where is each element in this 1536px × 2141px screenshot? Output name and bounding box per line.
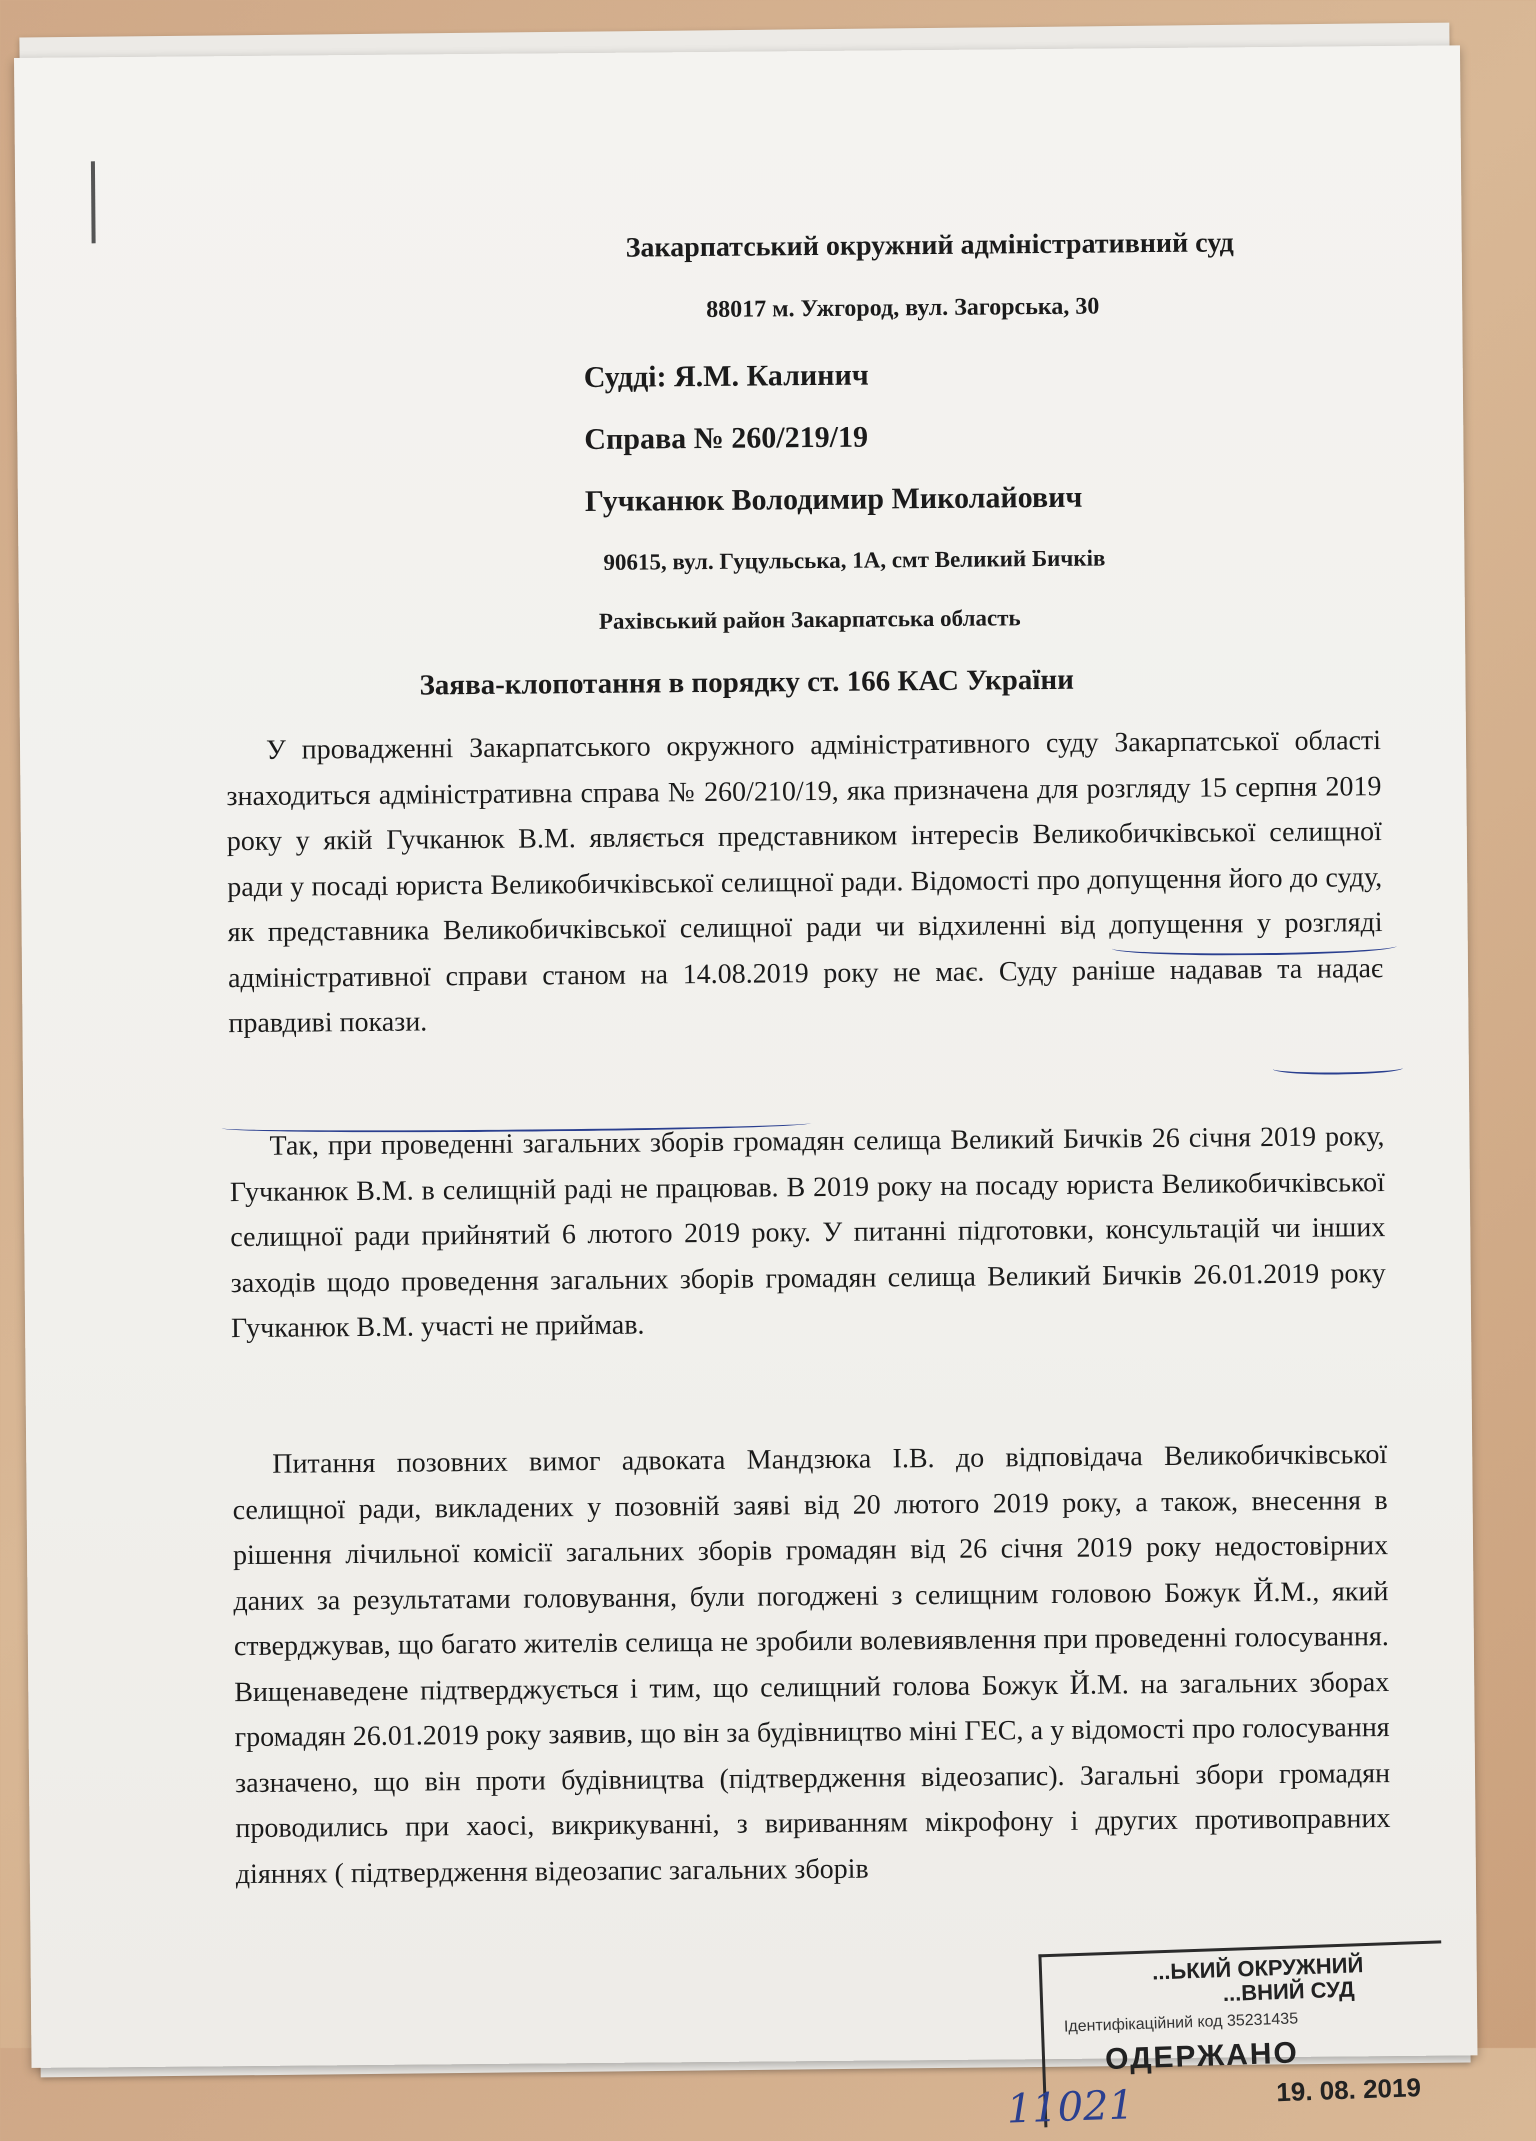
court-address: 88017 м. Ужгород, вул. Загорська, 30: [706, 293, 1100, 323]
pen-underline: [1273, 1062, 1403, 1075]
stamp-court-line: ...ЬКИЙ ОКРУЖНИЙ: [1151, 1952, 1364, 1985]
document-title: Заява-клопотання в порядку ст. 166 КАС України: [419, 663, 1074, 702]
judge-line: Судді: Я.М. Калинич: [583, 358, 869, 395]
court-received-stamp: [1005, 1940, 1447, 2133]
paragraph-2: Так, при проведенні загальних зборів громадян селища Великий Бичків 26 січня 2019 року, Гучканюк В.М. в селищній раді не працював. В 2019 року на посаду юриста Великобичківської селищної ради прийнятий 6 лютого 2019 року. У питанні підготовки, консультацій чи інших заходів щодо проведення загальних зборів громадян селища Великий Бичків 26.01.2019 року Гучканюк В.М. участі не приймав.: [229, 1121, 1386, 1345]
case-number: Справа № 260/219/19: [584, 420, 869, 457]
document-page: [14, 45, 1477, 2133]
stamp-id-code: Ідентифікаційний код 35231435: [1063, 2010, 1299, 2036]
applicant-address: 90615, вул. Гуцульська, 1А, смт Великий Бичків: [603, 545, 1106, 575]
stamp-court-line: ...ВНИЙ СУД: [1222, 1976, 1355, 2007]
paragraph-1: У провадженні Закарпатського окружного адміністративного суду Закарпатської області знаходиться адміністративна справа № 260/210/19, яка призначена для розгляду 15 серпня 2019 року у якій Гучканюк В.М. являється представником інтересів Великобичківської селищної ради у посаді юриста Великобичківської селищної ради. Відомості про допущення його до суду, як представника Великобичківської селищної ради чи відхиленні від допущення у розгляді адміністративної справи станом на 14.08.2019 року не має. Суду раніше надавав та надає правдиві покази.: [226, 725, 1384, 1040]
court-name: Закарпатський окружний адміністративний суд: [625, 227, 1234, 264]
stamp-date: 19. 08. 2019: [1275, 2072, 1422, 2108]
margin-mark: [91, 161, 96, 243]
stamp-received-label: ОДЕРЖАНО: [1104, 2036, 1300, 2077]
handwritten-registration-number: 11021: [1005, 2082, 1135, 2133]
paragraph-3: Питання позовних вимог адвоката Мандзюка І.В. до відповідача Великобичківської селищної ради, викладених у позовній заяві від 20 лютого 2019 року, а також, внесення в рішення лічильної комісії загальних зборів громадян від 26 січня 2019 року недостовірних даних за результатами головування, були погоджені з селищним головою Божук Й.М., який стверджував, що багато жителів селища не зробили волевиявлення при проведенні голосування. Вищенаведене підтверджується і тим, що селищний голова Божук Й.М. на загальних зборах громадян 26.01.2019 року заявив, що він за будівництво міні ГЕС, а у відомості про голосування зазначено, що він проти будівництва (підтвердження відеозапис). Загальні збори громадян проводились при хаосі, викрикуванні, з вириванням мікрофону і других противоправних діяннях ( підтвердження відеозапис загальних зборів: [232, 1439, 1391, 1890]
applicant-region: Рахівський район Закарпатська область: [598, 605, 1021, 634]
applicant-name: Гучканюк Володимир Миколайович: [584, 480, 1083, 519]
